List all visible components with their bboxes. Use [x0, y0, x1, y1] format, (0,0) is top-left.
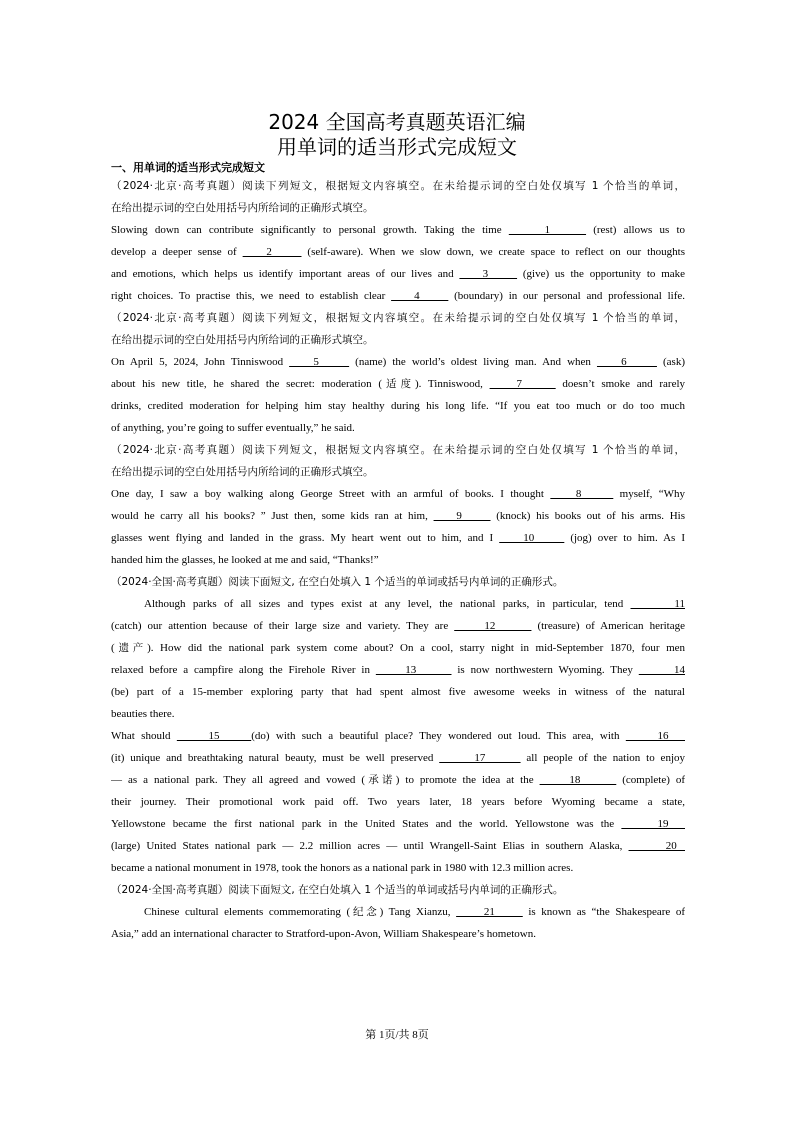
passage-line: right choices. To practise this, we need to establish clear 4 (boundary) in our personal and professional life. — [111, 290, 685, 302]
passage-line: and emotions, which helps us identify important areas of our lives and 3 (give) us the opportunity to make — [111, 268, 685, 280]
answer-blank[interactable]: 21 — [456, 906, 523, 918]
page-number: 第 1页/共 8页 — [365, 1029, 429, 1041]
answer-blank[interactable]: 11 — [630, 598, 685, 610]
document-subtitle: 用单词的适当形式完成短文 — [277, 135, 517, 159]
answer-blank[interactable]: 14 — [638, 664, 685, 676]
passage-line: (be) part of a 15-member exploring party that had spent almost five awesome weeks in witness of the natural — [111, 686, 685, 698]
passage-line: One day, I saw a boy walking along George Street with an armful of books. I thought 8 myself, “Why — [111, 488, 685, 500]
passage-line: (large) United States national park — 2.2 million acres — until Wrangell-Saint Elias in southern Alaska, 20 — [111, 840, 685, 852]
document-title: 2024 全国高考真题英语汇编 — [268, 110, 526, 134]
answer-blank[interactable]: 18 — [539, 774, 617, 786]
answer-blank[interactable]: 20 — [628, 840, 685, 852]
passage-line: — as a national park. They all agreed and vowed (承诺) to promote the idea at the 18 (complete) of — [111, 774, 685, 786]
passage-line: Yellowstone became the first national park in the United States and the world. Yellowstone was the 19 — [111, 818, 685, 830]
passage-line: On April 5, 2024, John Tinniswood 5 (name) the world’s oldest living man. And when 6 (ask) — [111, 356, 685, 368]
instruction-line: 在给出提示词的空白处用括号内所给词的正确形式填空。 — [111, 202, 374, 214]
passage-line: drinks, credited moderation for helping him stay healthy during his long life. “If you eat too much or do too much — [111, 400, 685, 412]
passage-line: would he carry all his books? ” Just then, some kids ran at him, 9 (knock) his books out of his arms. His — [111, 510, 685, 522]
instruction-line: （2024·北京·高考真题）阅读下列短文，根据短文内容填空。在未给提示词的空白处仅填写 1 个恰当的单词， — [111, 312, 685, 324]
answer-blank[interactable]: 1 — [508, 224, 587, 236]
answer-blank[interactable]: 3 — [459, 268, 518, 280]
passage-line: glasses went flying and landed in the grass. My heart went out to him, and I 10 (jog) over to him. As I — [111, 532, 685, 544]
instruction-line: 在给出提示词的空白处用括号内所给词的正确形式填空。 — [111, 334, 374, 346]
passage-line: Slowing down can contribute significantly to personal growth. Taking the time 1 (rest) allows us to — [111, 224, 685, 236]
answer-blank[interactable]: 12 — [454, 620, 532, 632]
answer-blank[interactable]: 8 — [550, 488, 614, 500]
answer-blank[interactable]: 9 — [433, 510, 491, 522]
instruction-line: 在给出提示词的空白处用括号内所给词的正确形式填空。 — [111, 466, 374, 478]
passage-line: (遗产). How did the national park system come about? On a cool, starry night in mid-September 1870, four men — [111, 642, 685, 654]
answer-blank[interactable]: 16 — [625, 730, 685, 742]
passage-line: Although parks of all sizes and types exist at any level, the national parks, in particular, tend 11 — [144, 598, 685, 610]
passage-line: about his new title, he shared the secret: moderation (适度). Tinniswood, 7 doesn’t smoke and rarely — [111, 378, 685, 390]
section-heading: 一、用单词的适当形式完成短文 — [111, 161, 265, 174]
answer-blank[interactable]: 5 — [289, 356, 350, 368]
passage-line: of anything, you’re going to suffer eventually,” he said. — [111, 422, 355, 434]
passage-line: (it) unique and breathtaking natural beauty, must be well preserved 17 all people of the nation to enjoy — [111, 752, 685, 764]
passage-line: develop a deeper sense of 2 (self-aware). When we slow down, we create space to reflect on our thoughts — [111, 246, 685, 258]
instruction-line: （2024·全国·高考真题）阅读下面短文, 在空白处填入 1 个适当的单词或括号内单词的正确形式。 — [111, 576, 564, 588]
passage-line: beauties there. — [111, 708, 175, 720]
passage-line: became a national monument in 1978, took the honors as a national park in 1980 with 12.3 million acres. — [111, 862, 574, 874]
passage-line: What should 15 (do) with such a beautiful place? They wondered out loud. This area, with 16 — [111, 730, 685, 742]
instruction-line: （2024·北京·高考真题）阅读下列短文，根据短文内容填空。在未给提示词的空白处仅填写 1 个恰当的单词， — [111, 180, 685, 192]
answer-blank[interactable]: 7 — [489, 378, 556, 390]
passage-line: their journey. Their promotional work paid off. Two years later, 18 years before Wyoming became a state, — [111, 796, 685, 808]
instruction-line: （2024·全国·高考真题）阅读下面短文, 在空白处填入 1 个适当的单词或括号内单词的正确形式。 — [111, 884, 564, 896]
answer-blank[interactable]: 4 — [391, 290, 449, 302]
instruction-line: （2024·北京·高考真题）阅读下列短文，根据短文内容填空。在未给提示词的空白处仅填写 1 个恰当的单词， — [111, 444, 685, 456]
passage-line: (catch) our attention because of their large size and variety. They are 12 (treasure) of American heritage — [111, 620, 685, 632]
answer-blank[interactable]: 10 — [499, 532, 565, 544]
passage-line: relaxed before a campfire along the Firehole River in 13 is now northwestern Wyoming. They 14 — [111, 664, 685, 676]
answer-blank[interactable]: 17 — [439, 752, 521, 764]
answer-blank[interactable]: 15 — [176, 730, 252, 742]
answer-blank[interactable]: 13 — [375, 664, 452, 676]
passage-line: handed him the glasses, he looked at me and said, “Thanks!” — [111, 554, 379, 566]
answer-blank[interactable]: 2 — [242, 246, 302, 258]
passage-line: Chinese cultural elements commemorating (纪念) Tang Xianzu, 21 is known as “the Shakespeare of — [144, 906, 685, 918]
document-body — [111, 175, 685, 945]
passage-line: Asia,” add an international character to Stratford-upon-Avon, William Shakespeare’s hometown. — [111, 928, 536, 940]
answer-blank[interactable]: 19 — [621, 818, 685, 830]
answer-blank[interactable]: 6 — [596, 356, 657, 368]
